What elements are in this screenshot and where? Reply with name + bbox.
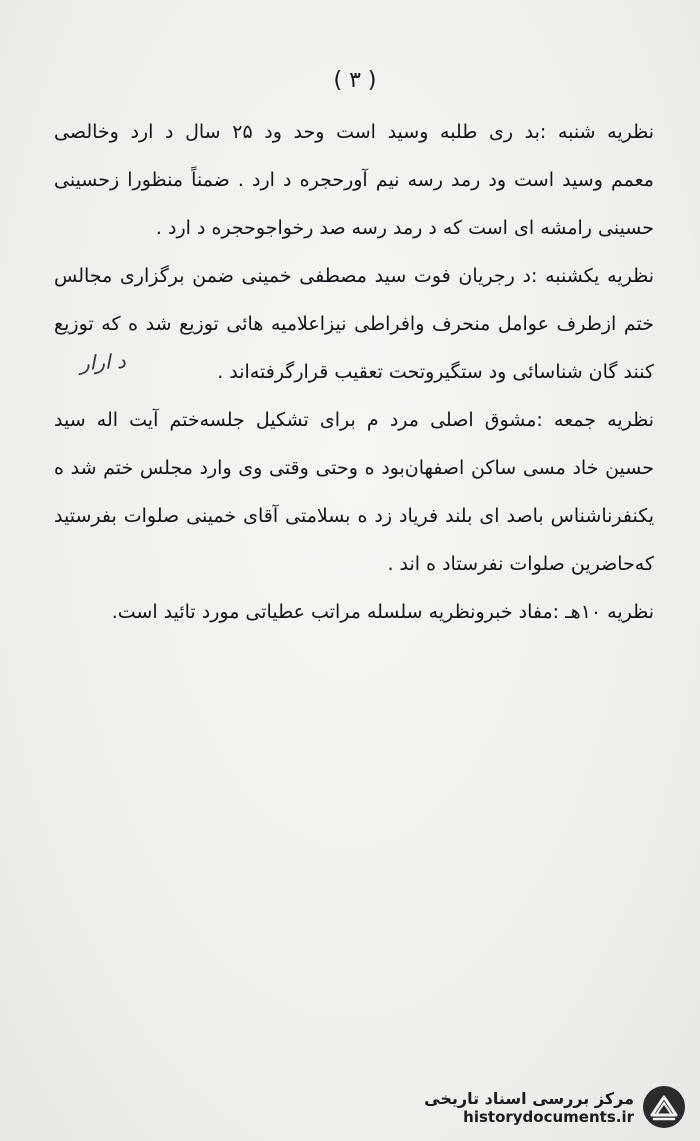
text-line: نظریه یکشنبه :د رجریان فوت سید مصطفی خمینی ضمن برگزاری مجالس [54,265,654,287]
page-number: ( ۳ ) [333,68,377,93]
book-logo-icon [642,1085,686,1129]
text-line: معمم وسید است ود رمد رسه نیم آورحجره د ارد . ضمناً منظورا زحسینی [54,169,654,191]
text-line: حسین خاد مسی ساکن اصفهان‌بود ه وحتی وقتی وی وارد مجلس ختم شد ه [54,457,654,479]
document-body [54,108,654,636]
text-line: یکنفرناشناس باصد ای بلند فریاد زد ه بسلامتی آقای خمینی صلوات بفرستید [54,505,654,527]
watermark-url: historydocuments.ir [463,1107,634,1126]
text-line: که‌حاضرین صلوات نفرستاد ه اند . [387,553,654,575]
handwritten-margin-note: د ارار [79,348,127,376]
archive-watermark [424,1085,686,1129]
text-line: حسینی رامشه ای است که د رمد رسه صد رخواجوحجره د ارد . [155,217,654,239]
watermark-title: مرکز بررسی اسناد تاریخی [424,1088,634,1108]
text-line: ختم ازطرف عوامل منحرف وافراطی نیزاعلامیه هائی توزیع شد ه که توزیع [54,313,654,335]
text-line: نظریه جمعه :مشوق اصلی مرد م برای تشکیل جلسه‌ختم آیت اله سید [54,409,654,431]
text-line: نظریه ۱۰هـ :مفاد خبرونظریه سلسله مراتب عطیاتی مورد تائید است. [111,601,654,623]
text-line: نظریه شنبه :بد ری طلبه وسید است وحد ود ۲۵ سال د ارد وخالصی [54,121,654,143]
text-line: کنند گان شناسائی ود ستگیروتحت تعقیب قرارگرفته‌اند . [217,361,654,383]
